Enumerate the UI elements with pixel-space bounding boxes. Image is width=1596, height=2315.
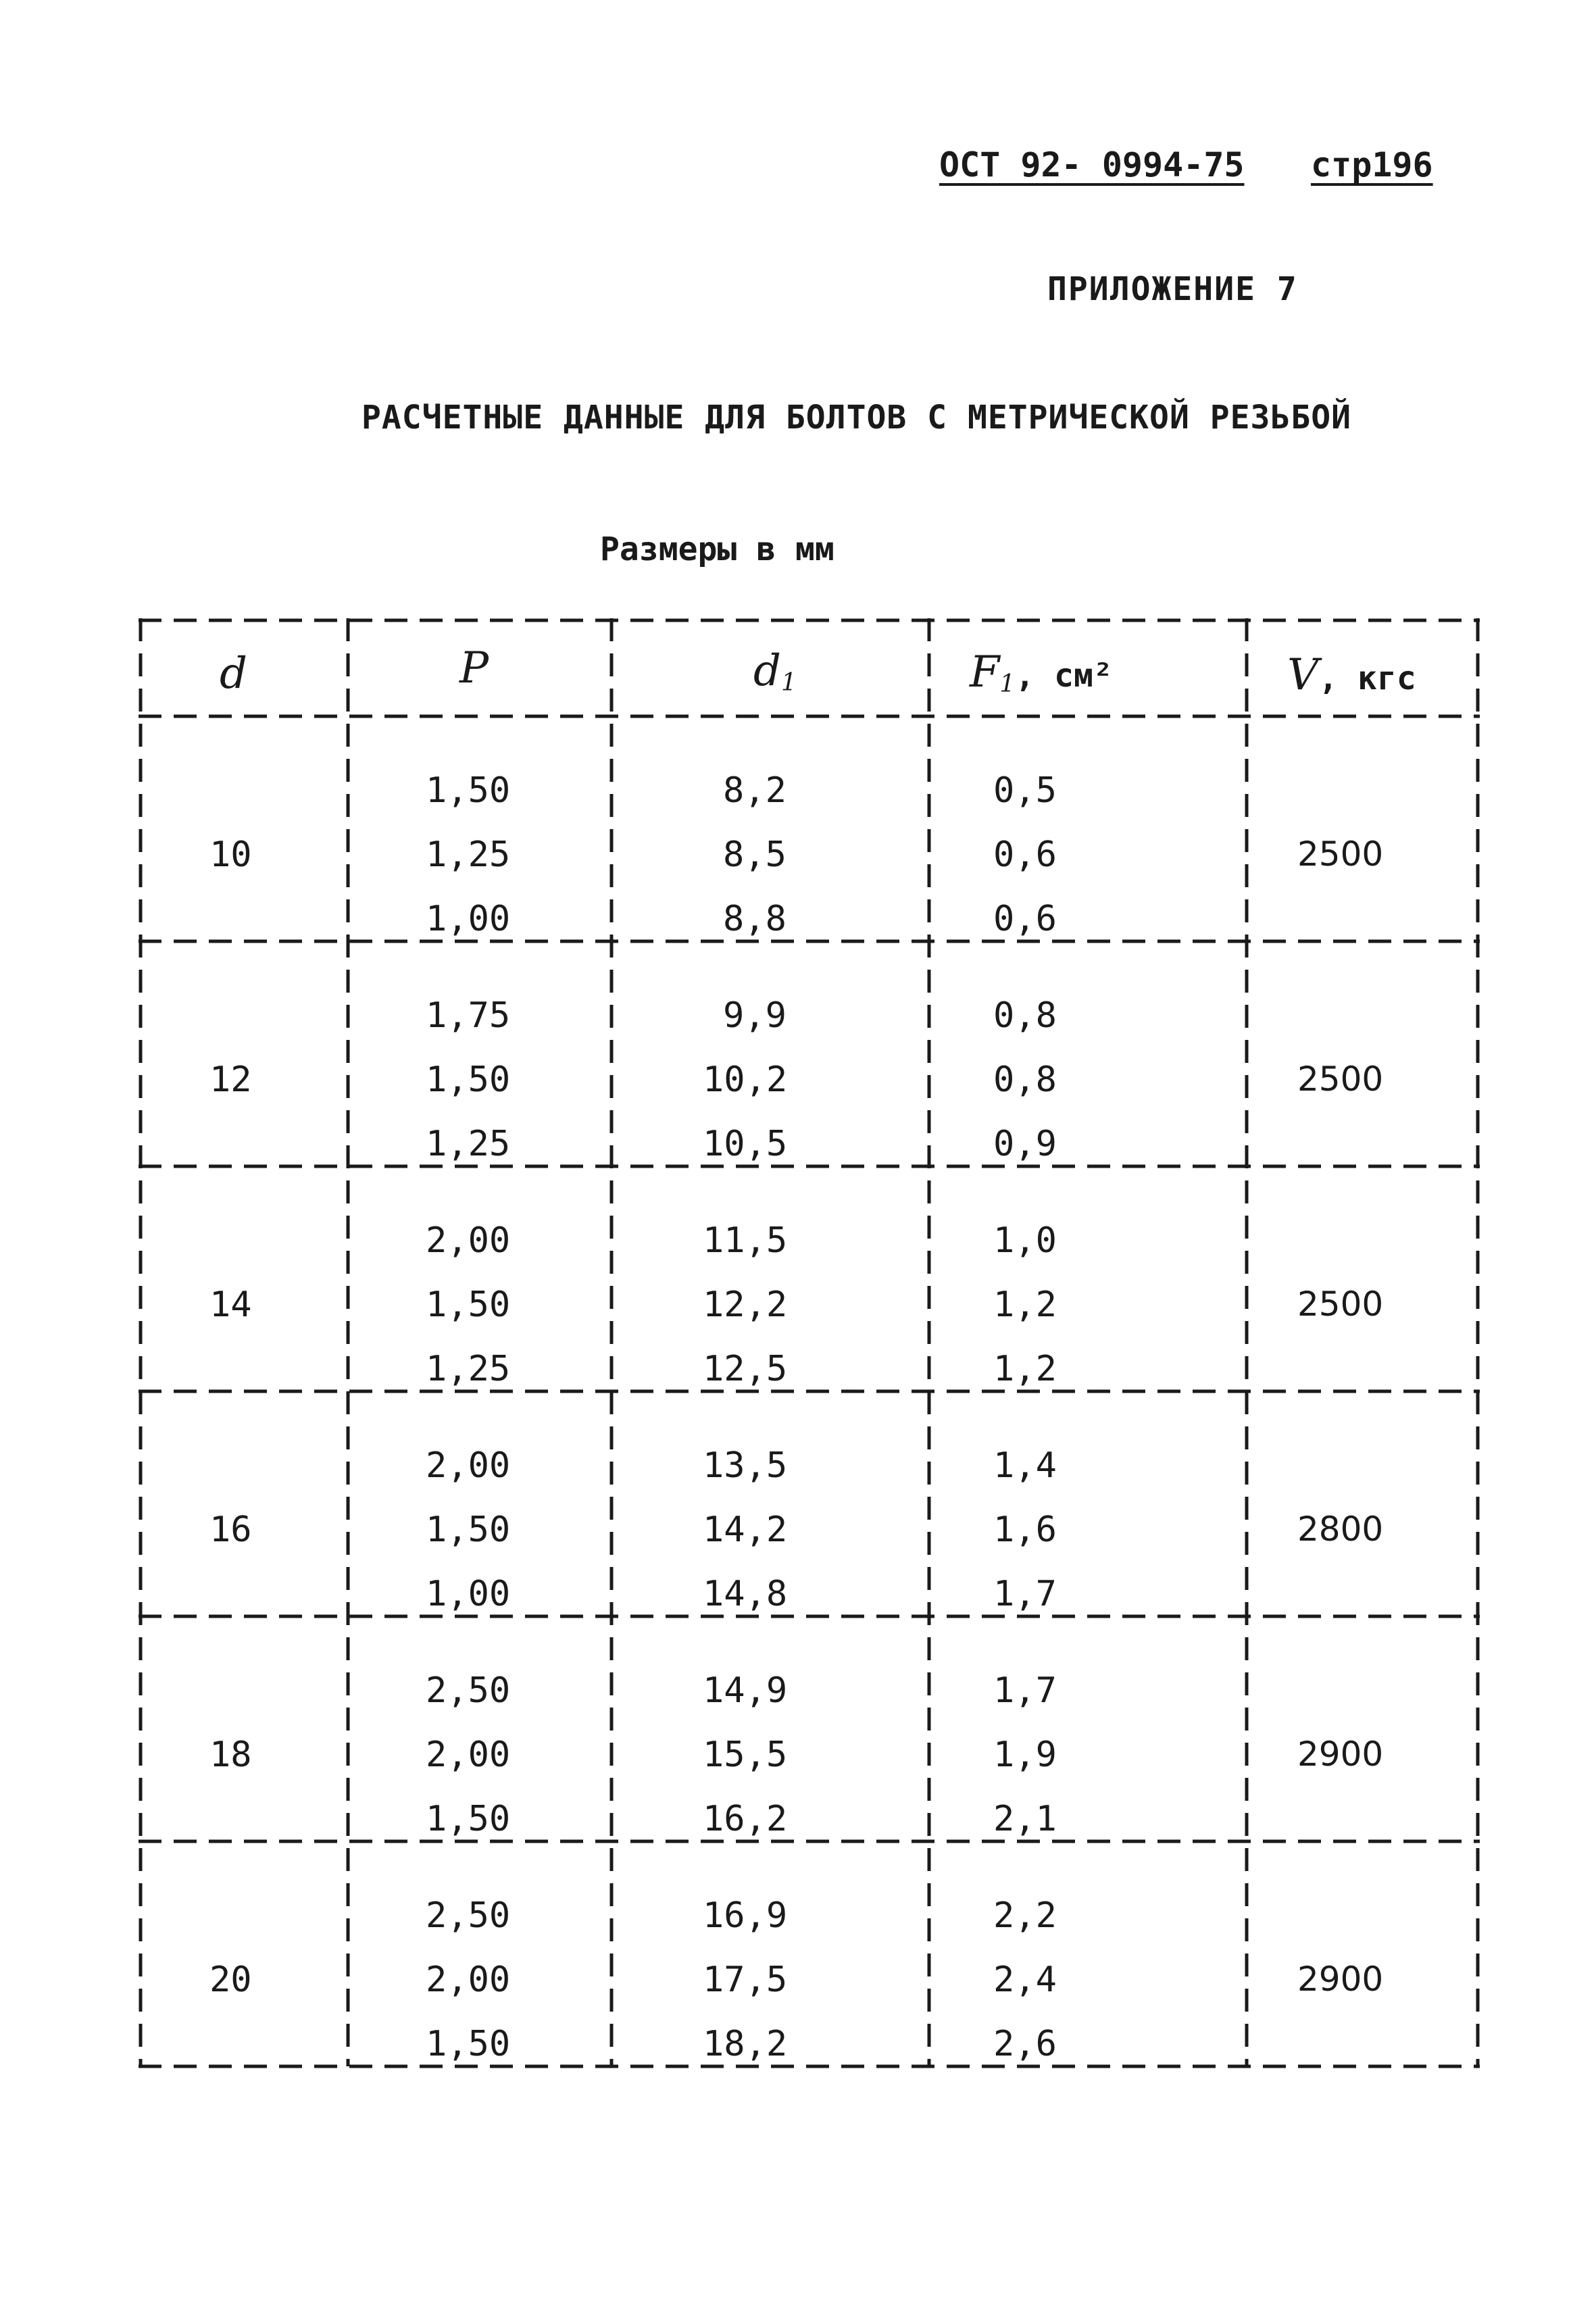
cell-d: 20 <box>209 1960 252 2000</box>
header-v: V, кгс <box>1287 650 1416 700</box>
cell-p: 2,00 <box>426 1735 511 1775</box>
cell-f1: 0,6 <box>993 835 1057 875</box>
cell-f1: 1,4 <box>993 1445 1057 1486</box>
cell-v: 2900 <box>1297 1960 1384 1999</box>
cell-d: 16 <box>209 1510 252 1550</box>
cell-d1: 14,9 <box>703 1670 788 1711</box>
cell-p: 1,50 <box>426 1510 511 1550</box>
cell-f1: 1,0 <box>993 1220 1057 1261</box>
cell-f1: 2,1 <box>993 1799 1057 1839</box>
cell-p: 2,00 <box>426 1220 511 1261</box>
document-header <box>932 139 1446 193</box>
cell-v: 2500 <box>1297 835 1384 874</box>
cell-d1: 16,2 <box>703 1799 788 1839</box>
cell-d1: 11,5 <box>703 1220 788 1261</box>
cell-d1: 18,2 <box>703 2024 788 2064</box>
cell-f1: 0,6 <box>993 899 1057 939</box>
cell-f1: 1,2 <box>993 1285 1057 1325</box>
cell-d: 10 <box>209 835 252 875</box>
cell-p: 1,25 <box>426 835 511 875</box>
cell-p: 2,00 <box>426 1445 511 1486</box>
cell-d1: 16,9 <box>703 1895 788 1936</box>
cell-p: 1,75 <box>426 995 511 1036</box>
page-number: стр196 <box>1311 145 1433 184</box>
cell-d: 18 <box>209 1735 252 1775</box>
cell-v: 2500 <box>1297 1060 1384 1099</box>
cell-f1: 0,9 <box>993 1124 1057 1164</box>
cell-d1: 8,2 <box>723 770 787 811</box>
cell-f1: 0,5 <box>993 770 1057 811</box>
cell-d1: 17,5 <box>703 1960 788 2000</box>
cell-p: 1,50 <box>426 770 511 811</box>
cell-f1: 0,8 <box>993 1060 1057 1100</box>
cell-d1: 10,2 <box>703 1060 788 1100</box>
cell-f1: 1,2 <box>993 1349 1057 1389</box>
cell-p: 1,25 <box>426 1124 511 1164</box>
cell-p: 1,50 <box>426 1799 511 1839</box>
cell-d1: 12,2 <box>703 1285 788 1325</box>
cell-f1: 2,6 <box>993 2024 1057 2064</box>
units-note: Размеры в мм <box>600 530 834 568</box>
appendix-label: ПРИЛОЖЕНИЕ 7 <box>1047 270 1298 308</box>
cell-d: 12 <box>209 1060 252 1100</box>
cell-f1: 1,9 <box>993 1735 1057 1775</box>
cell-f1: 2,2 <box>993 1895 1057 1936</box>
cell-d1: 8,8 <box>723 899 787 939</box>
cell-p: 1,25 <box>426 1349 511 1389</box>
table-grid <box>139 618 1480 2112</box>
cell-v: 2900 <box>1297 1735 1384 1774</box>
bolt-data-table <box>139 618 1480 2112</box>
cell-d1: 13,5 <box>703 1445 788 1486</box>
cell-p: 1,00 <box>426 1574 511 1614</box>
cell-v: 2800 <box>1297 1510 1384 1549</box>
cell-d1: 8,5 <box>723 835 787 875</box>
header-f1: $F_1$, см² <box>970 647 1113 698</box>
header-p: P <box>459 643 489 693</box>
cell-f1: 1,7 <box>993 1670 1057 1711</box>
cell-p: 2,50 <box>426 1670 511 1711</box>
cell-d1: 15,5 <box>703 1735 788 1775</box>
page-title: РАСЧЕТНЫЕ ДАННЫЕ ДЛЯ БОЛТОВ С МЕТРИЧЕСКОЙ РЕЗЬБОЙ <box>361 399 1352 437</box>
header-d: d <box>220 649 247 699</box>
cell-p: 2,00 <box>426 1960 511 2000</box>
cell-d: 14 <box>209 1285 252 1325</box>
cell-p: 1,00 <box>426 899 511 939</box>
cell-f1: 1,7 <box>993 1574 1057 1614</box>
cell-f1: 2,4 <box>993 1960 1057 2000</box>
cell-d1: 14,8 <box>703 1574 788 1614</box>
cell-p: 2,50 <box>426 1895 511 1936</box>
cell-v: 2500 <box>1297 1285 1384 1324</box>
cell-d1: 10,5 <box>703 1124 788 1164</box>
cell-d1: 9,9 <box>723 995 787 1036</box>
cell-f1: 1,6 <box>993 1510 1057 1550</box>
cell-p: 1,50 <box>426 2024 511 2064</box>
standard-number: ОСТ 92- 0994-75 <box>939 145 1245 184</box>
cell-p: 1,50 <box>426 1285 511 1325</box>
cell-d1: 14,2 <box>703 1510 788 1550</box>
cell-d1: 12,5 <box>703 1349 788 1389</box>
cell-f1: 0,8 <box>993 995 1057 1036</box>
cell-p: 1,50 <box>426 1060 511 1100</box>
header-d1: $d_1$ <box>753 646 797 697</box>
